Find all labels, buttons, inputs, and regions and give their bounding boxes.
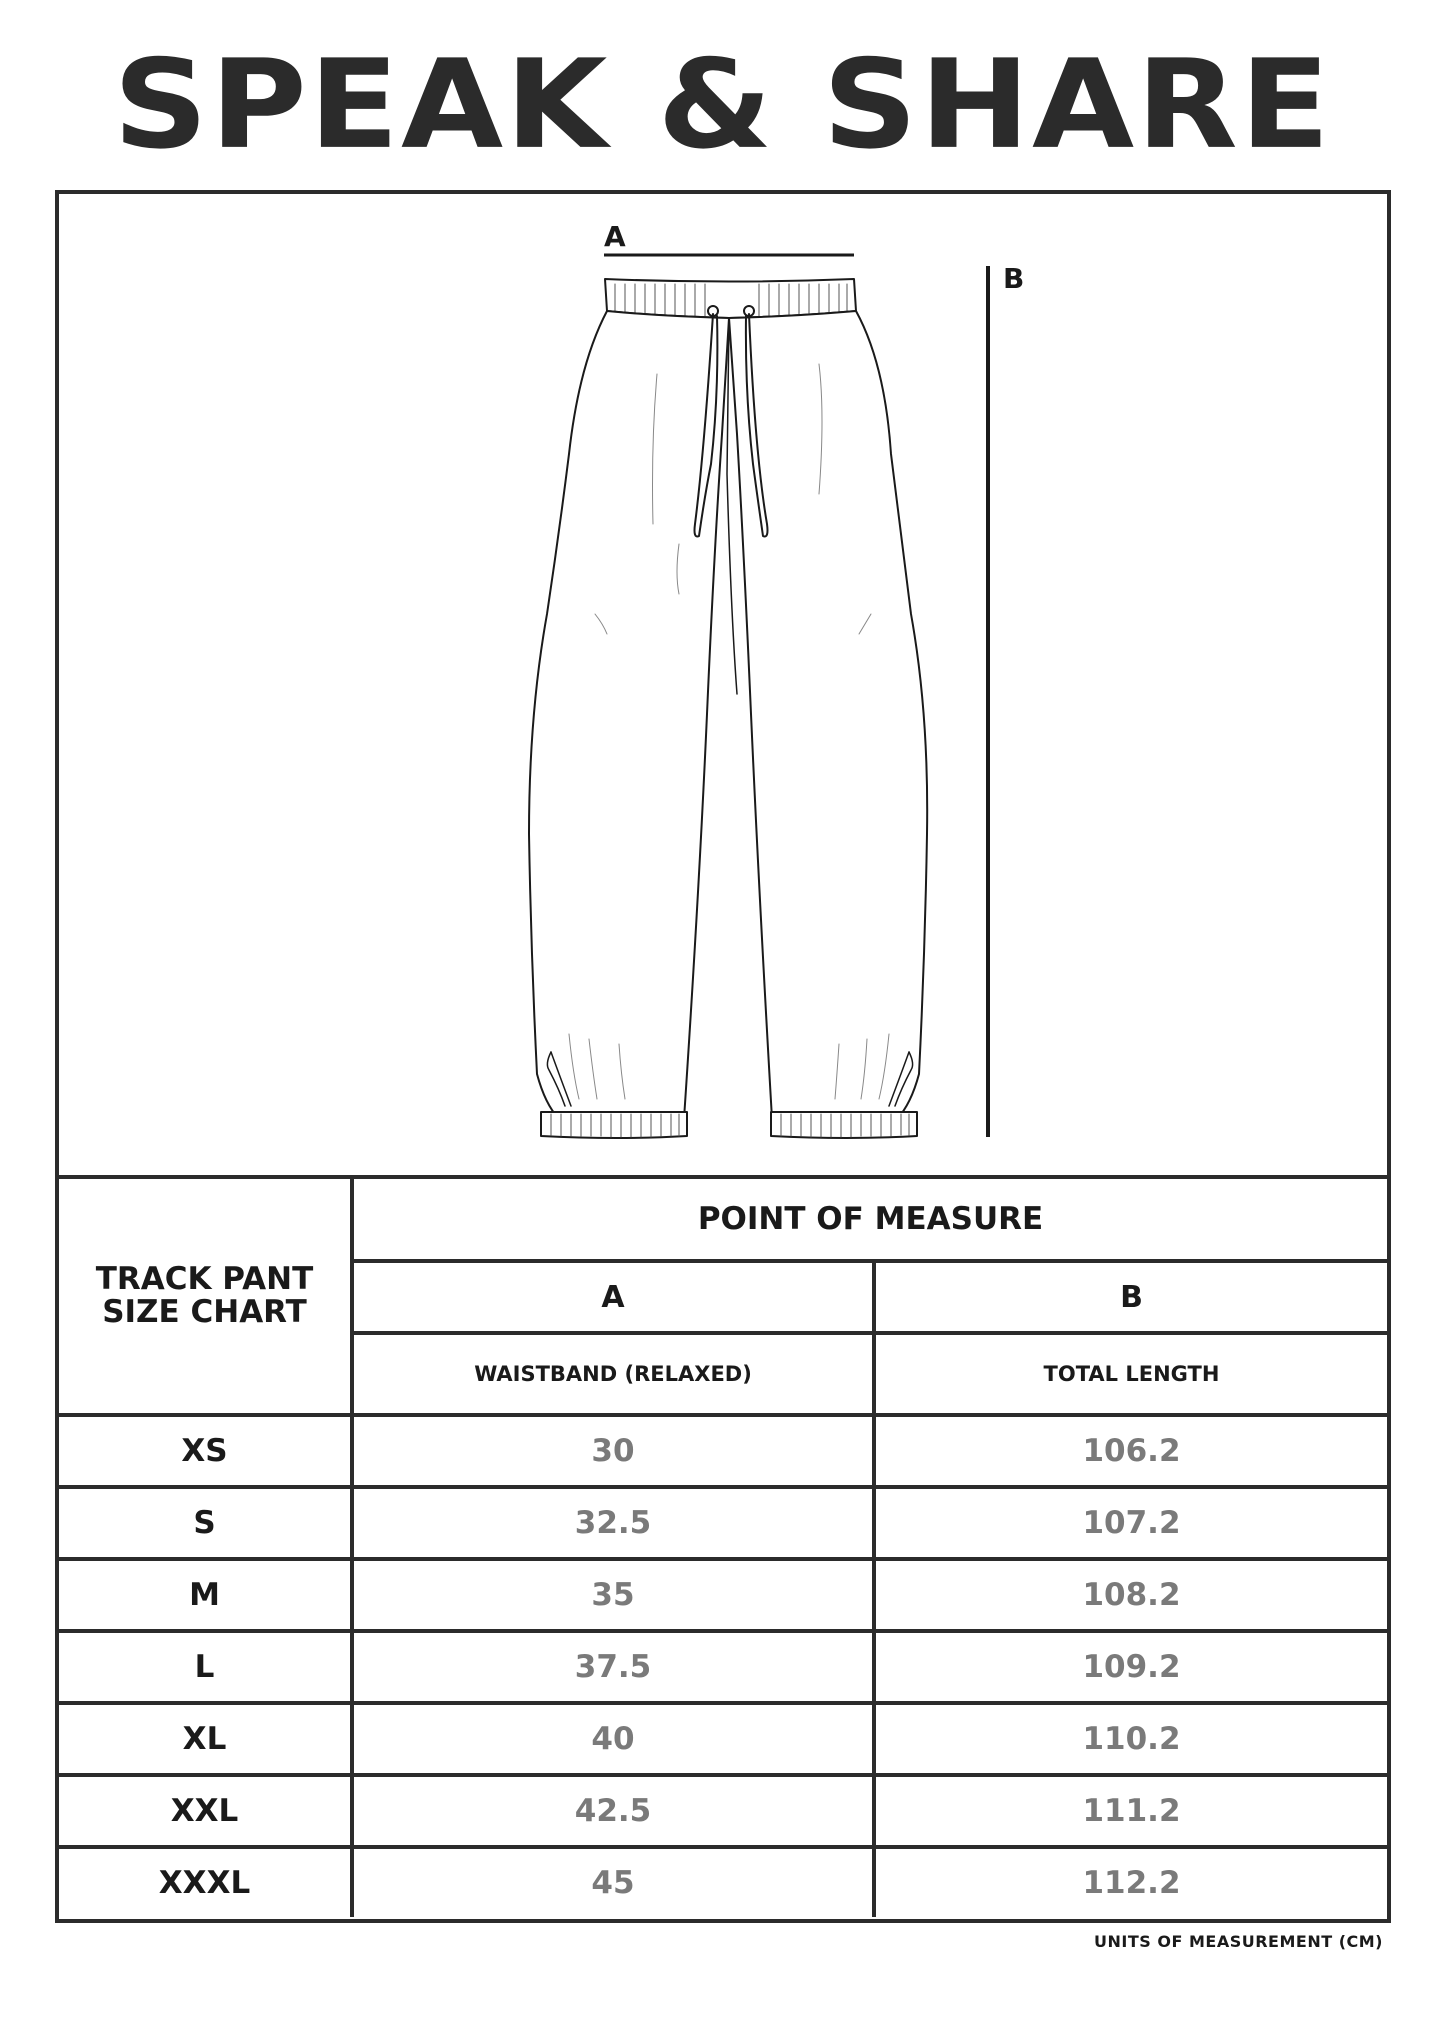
table-row <box>59 1847 1387 1917</box>
column-b-letter: B <box>874 1261 1387 1333</box>
chart-title-line-2: SIZE CHART <box>102 1294 307 1330</box>
pant-outline <box>529 279 927 1138</box>
waistband-value: 37.5 <box>352 1631 874 1703</box>
length-value: 112.2 <box>874 1847 1387 1917</box>
waistband-value: 32.5 <box>352 1487 874 1559</box>
table-row <box>59 1559 1387 1631</box>
chart-title <box>59 1177 352 1415</box>
waistband-value: 42.5 <box>352 1775 874 1847</box>
measure-a-label: A <box>604 220 626 253</box>
size-chart-table <box>59 1175 1387 1917</box>
table-row <box>59 1775 1387 1847</box>
waistband-value: 45 <box>352 1847 874 1917</box>
size-label: XXXL <box>59 1847 352 1917</box>
length-value: 106.2 <box>874 1415 1387 1487</box>
waistband-value: 35 <box>352 1559 874 1631</box>
brand-logo: SPEAK & SHARE <box>113 33 1332 177</box>
table-row <box>59 1631 1387 1703</box>
table-header-row <box>59 1177 1387 1261</box>
length-value: 108.2 <box>874 1559 1387 1631</box>
size-chart-frame <box>55 190 1391 1923</box>
waistband-value: 30 <box>352 1415 874 1487</box>
length-value: 111.2 <box>874 1775 1387 1847</box>
size-label: XXL <box>59 1775 352 1847</box>
size-label: XS <box>59 1415 352 1487</box>
garment-diagram <box>59 194 1387 1175</box>
table-row <box>59 1703 1387 1775</box>
length-value: 107.2 <box>874 1487 1387 1559</box>
table-row <box>59 1415 1387 1487</box>
size-label: XL <box>59 1703 352 1775</box>
waistband-value: 40 <box>352 1703 874 1775</box>
column-b-description: TOTAL LENGTH <box>874 1333 1387 1415</box>
chart-title-line-1: TRACK PANT <box>95 1261 314 1297</box>
units-note: UNITS OF MEASUREMENT (CM) <box>1094 1932 1383 1951</box>
length-value: 110.2 <box>874 1703 1387 1775</box>
measure-b-label: B <box>1003 262 1025 295</box>
column-a-description: WAISTBAND (RELAXED) <box>352 1333 874 1415</box>
size-label: S <box>59 1487 352 1559</box>
length-value: 109.2 <box>874 1631 1387 1703</box>
point-of-measure-header: POINT OF MEASURE <box>352 1177 1387 1261</box>
track-pant-illustration <box>59 194 1387 1175</box>
size-label: L <box>59 1631 352 1703</box>
table-row <box>59 1487 1387 1559</box>
size-label: M <box>59 1559 352 1631</box>
column-a-letter: A <box>352 1261 874 1333</box>
